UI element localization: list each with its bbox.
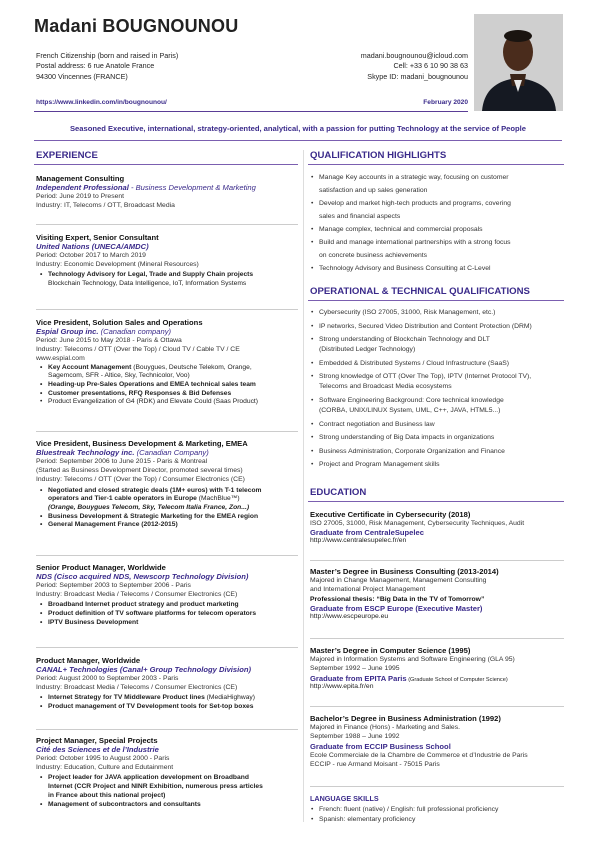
job-period: Period: October 1995 to August 2000 - Paris <box>36 755 170 762</box>
degree-title: Bachelor’s Degree in Business Administration (1992) <box>310 714 501 723</box>
list-item: • IPTV Business Development <box>36 619 298 628</box>
tagline-divider <box>34 140 562 141</box>
list-item: • Negotiated and closed strategic deals (1M+ euros) with T-1 telecom <box>36 487 298 496</box>
education-separator <box>310 638 564 639</box>
job-bullets <box>36 364 298 408</box>
company-name: Cité des Sciences et de l’Industrie <box>36 745 159 754</box>
section-title: OPERATIONAL & TECHNICAL QUALIFICATIONS <box>310 286 530 297</box>
technical-list <box>310 308 564 474</box>
person-silhouette-icon <box>474 14 563 111</box>
section-title: EDUCATION <box>310 487 367 498</box>
list-item: Sagemcom, SFR - Altice, Sky, Technicolor, Voo) <box>48 372 190 380</box>
education-separator <box>310 786 564 787</box>
list-item: • Develop and market high-tech products and programs, covering sales and financial aspects <box>310 197 564 223</box>
header-divider <box>34 111 468 112</box>
job-bullets <box>36 271 298 288</box>
job-separator <box>36 431 298 432</box>
experience-section <box>36 150 298 161</box>
job-title: Project Manager, Special Projects <box>36 736 158 745</box>
job-entry <box>36 656 298 712</box>
job-title: Vice President, Business Development & Marketing, EMEA <box>36 439 248 448</box>
degree-detail: Majored in Information Systems and Software Engineering (GLA 95) <box>310 656 515 663</box>
degree-title: Executive Certificate in Cybersecurity (2018) <box>310 510 471 519</box>
degree-detail: September 1988 – June 1992 <box>310 733 400 741</box>
job-bullets <box>36 694 298 711</box>
job-separator <box>36 729 298 730</box>
education-entry <box>310 510 564 544</box>
list-item: • Heading-up Pre-Sales Operations and EMEA technical sales team <box>36 381 298 390</box>
job-period: Period: June 2015 to May 2018 - Paris & Ottawa <box>36 337 182 344</box>
section-title: EXPERIENCE <box>36 150 98 161</box>
education-separator <box>310 560 564 561</box>
list-item: • Embedded & Distributed Systems / Cloud Infrastructure (SaaS) <box>310 359 564 369</box>
linkedin-link[interactable]: https://www.linkedin.com/in/bougnounou/ <box>36 99 167 106</box>
degree-title: Master’s Degree in Business Consulting (2013-2014) <box>310 567 499 576</box>
job-industry: Industry: Education, Culture and Edutainment <box>36 764 174 772</box>
list-item: • Strong understanding of Blockchain Technology and DLT (Distributed Ledger Technology) <box>310 335 564 355</box>
list-item: operators and Tier-1 cable operators in Europe (MachBlue™) <box>48 495 240 503</box>
company-website[interactable]: www.espial.com <box>36 355 85 363</box>
company-name: NDS (Cisco acquired NDS, Newscorp Technology Division) <box>36 572 249 581</box>
degree-detail: ISO 27005, 31000, Risk Management, Cybersecurity Techniques, Audit <box>310 520 525 527</box>
list-item: (Orange, Bouygues Telecom, Sky, Telecom Italia France, Zon...) <box>48 504 250 512</box>
job-bullets <box>36 601 298 627</box>
job-industry: Industry: Economic Development (Mineral Resources) <box>36 261 199 269</box>
list-item: • Strong knowledge of OTT (Over The Top), IPTV (Internet Protocol TV), Telecoms and Broadcast Media ecosystems <box>310 372 564 392</box>
language-list <box>310 805 564 825</box>
job-industry: Industry: Broadcast Media / Telecoms / Consumer Electronics (CE) <box>36 591 238 599</box>
list-item: • Business Development & Strategic Marketing for the EMEA region <box>36 513 298 522</box>
school-detail: ECCIP - rue Armand Moisant - 75015 Paris <box>310 760 440 768</box>
list-item: • Manage complex, technical and commercial proposals <box>310 223 564 236</box>
list-item: Internet (CCR Project and NINR Exhibition, numerous press articles <box>48 783 263 791</box>
company-name: Independent Professional - Business Development & Marketing <box>36 183 256 192</box>
job-note: (Started as Business Development Director, promoted several times) <box>36 467 243 475</box>
list-item: • Broadband Internet product strategy and product marketing <box>36 601 298 610</box>
list-item: • Manage Key accounts in a strategic way, focusing on customer satisfaction and up sales generation <box>310 171 564 197</box>
list-item: • Project and Program Management skills <box>310 460 564 470</box>
section-rule <box>34 164 298 165</box>
list-item: • Product management of TV Development tools for Set-top boxes <box>36 703 298 712</box>
job-industry: Industry: IT, Telecoms / OTT, Broadcast Media <box>36 202 175 210</box>
section-rule <box>308 164 564 165</box>
citizenship: French Citizenship (born and raised in Paris) <box>36 51 179 60</box>
list-item: • Spanish: elementary proficiency <box>310 815 564 825</box>
education-entry <box>310 567 564 620</box>
job-entry <box>36 174 298 210</box>
job-separator <box>36 555 298 556</box>
candidate-name: Madani BOUGNOUNOU <box>34 16 239 36</box>
list-item: • Software Engineering Background: Core technical knowledge (CORBA, UNIX/LINUX System, UML, C++, JAVA, HTML5...) <box>310 396 564 416</box>
job-separator <box>36 309 298 310</box>
school-url[interactable]: http://www.epita.fr/en <box>310 682 374 690</box>
job-period: Period: June 2019 to Present <box>36 193 125 200</box>
list-item: • Strong understanding of Big Data impacts in organizations <box>310 433 564 443</box>
job-entry <box>36 736 298 809</box>
city: 94300 Vincennes (FRANCE) <box>36 71 128 81</box>
degree-detail: Majored in Change Management, Management Consulting <box>310 577 487 584</box>
skype-id: Skype ID: madani_bougnounou <box>367 71 468 81</box>
list-item: • Business Administration, Corporate Organization and Finance <box>310 447 564 457</box>
company-name: United Nations (UNECA/AMDC) <box>36 242 149 251</box>
list-item: • Contract negotiation and Business law <box>310 420 564 430</box>
list-item: • Internet Strategy for TV Middleware Product lines (MediaHighway) <box>36 694 298 703</box>
email[interactable]: madani.bougnounou@icloud.com <box>360 51 468 60</box>
education-separator <box>310 706 564 707</box>
portrait-photo <box>474 14 563 111</box>
list-item: • Customer presentations, RFQ Responses & Bid Defenses <box>36 390 298 399</box>
education-entry <box>310 714 564 769</box>
job-period: Period: October 2017 to March 2019 <box>36 252 146 259</box>
job-title: Product Manager, Worldwide <box>36 656 141 665</box>
job-entry <box>36 439 298 530</box>
job-period: Period: August 2000 to September 2003 - Paris <box>36 675 179 682</box>
job-title: Vice President, Solution Sales and Operations <box>36 318 203 327</box>
job-separator <box>36 647 298 648</box>
school-url[interactable]: http://www.centralesupelec.fr/en <box>310 537 407 545</box>
column-divider <box>303 150 304 822</box>
tagline: Seasoned Executive, international, strategy-oriented, analytical, with a passion for putting Technology at the service of People <box>69 124 526 133</box>
degree-title: Master’s Degree in Computer Science (1995) <box>310 646 471 655</box>
education-entry <box>310 646 564 690</box>
job-entry <box>36 563 298 628</box>
school-name: Graduate from ECCIP Business School <box>310 741 451 751</box>
postal-address: Postal address: 6 rue Anatole France <box>36 61 155 71</box>
job-entry <box>36 233 298 289</box>
job-title: Management Consulting <box>36 174 125 183</box>
job-industry: Industry: Telecoms / OTT (Over the Top) / Consumer Electronics (CE) <box>36 476 245 484</box>
degree-detail: September 1992 – June 1995 <box>310 665 400 673</box>
list-item: • Technology Advisory and Business Consulting at C-Level <box>310 262 564 275</box>
job-separator <box>36 224 298 225</box>
languages-section <box>310 794 564 825</box>
school-name: Graduate from CentraleSupelec <box>310 528 424 538</box>
list-item: Blockchain Technology, Data Intelligence, IoT, Information Systems <box>48 280 247 288</box>
list-item: • Project leader for JAVA application development on Broadband <box>36 774 298 783</box>
job-title: Senior Product Manager, Worldwide <box>36 563 166 572</box>
list-item: in France about this national project) <box>48 791 166 799</box>
list-item: • Build and manage international partnerships with a strong focus on concrete business achievements <box>310 236 564 262</box>
section-rule <box>308 501 564 502</box>
company-name: Espial Group inc. (Canadian company) <box>36 327 172 336</box>
school-name: Graduate from ESCP Europe (Executive Master) <box>310 603 483 613</box>
list-item: • General Management France (2012-2015) <box>36 521 298 530</box>
qualification-list <box>310 171 564 275</box>
thesis: Professional thesis: “Big Data in the TV of Tomorrow” <box>310 595 485 603</box>
qualifications-section <box>310 150 564 161</box>
personal-info <box>36 51 178 82</box>
section-title: QUALIFICATION HIGHLIGHTS <box>310 150 447 161</box>
education-section <box>310 487 564 498</box>
job-period: Period: September 2006 to June 2015 - Paris & Montreal <box>36 458 208 465</box>
job-period: Period: September 2003 to September 2006 - Paris <box>36 582 191 589</box>
document-date: February 2020 <box>423 99 468 106</box>
job-entry <box>36 318 298 407</box>
school-detail: Ecole Commerciale de la Chambre de Commerce et d’Industrie de Paris <box>310 751 528 759</box>
school-name: Graduate from EPITA Paris (Graduate School of Computer Science) <box>310 673 508 683</box>
list-item: • Management of subcontractors and consultants <box>36 801 298 810</box>
section-rule <box>308 300 564 301</box>
list-item: • Product definition of TV software platforms for telecom operators <box>36 610 298 619</box>
phone: Cell: +33 6 10 90 38 63 <box>393 61 468 71</box>
job-bullets <box>36 774 298 809</box>
degree-detail: Majored in Finance (Hons) - Marketing and Sales. <box>310 724 460 731</box>
company-name: CANAL+ Technologies (Canal+ Group Technology Division) <box>36 665 252 674</box>
list-item: • Cybersecurity (ISO 27005, 31000, Risk Management, etc.) <box>310 308 564 318</box>
section-title: LANGUAGE SKILLS <box>310 794 379 803</box>
list-item: • Key Account Management (Bouygues, Deutsche Telekom, Orange, <box>36 364 298 373</box>
degree-detail: and International Project Management <box>310 586 426 594</box>
list-item: • IP networks, Secured Video Distribution and Content Protection (DRM) <box>310 322 564 332</box>
job-title: Visiting Expert, Senior Consultant <box>36 233 159 242</box>
list-item: • Technology Advisory for Legal, Trade and Supply Chain projects <box>36 271 298 280</box>
list-item: • Product Evangelization of G4 (RDK) and Elevate Could (Saas Product) <box>36 398 298 407</box>
job-industry: Industry: Broadcast Media / Telecoms / Consumer Electronics (CE) <box>36 684 238 692</box>
job-industry: Industry: Telecoms / OTT (Over the Top) / Cloud TV / Cable TV / CE <box>36 346 240 354</box>
company-name: Bluestreak Technology inc. (Canadian Company) <box>36 448 209 457</box>
job-bullets <box>36 487 298 531</box>
list-item: • French: fluent (native) / English: full professional proficiency <box>310 805 564 815</box>
technical-section <box>310 286 564 297</box>
school-url[interactable]: http://www.escpeurope.eu <box>310 612 389 620</box>
contact-info <box>361 51 468 82</box>
